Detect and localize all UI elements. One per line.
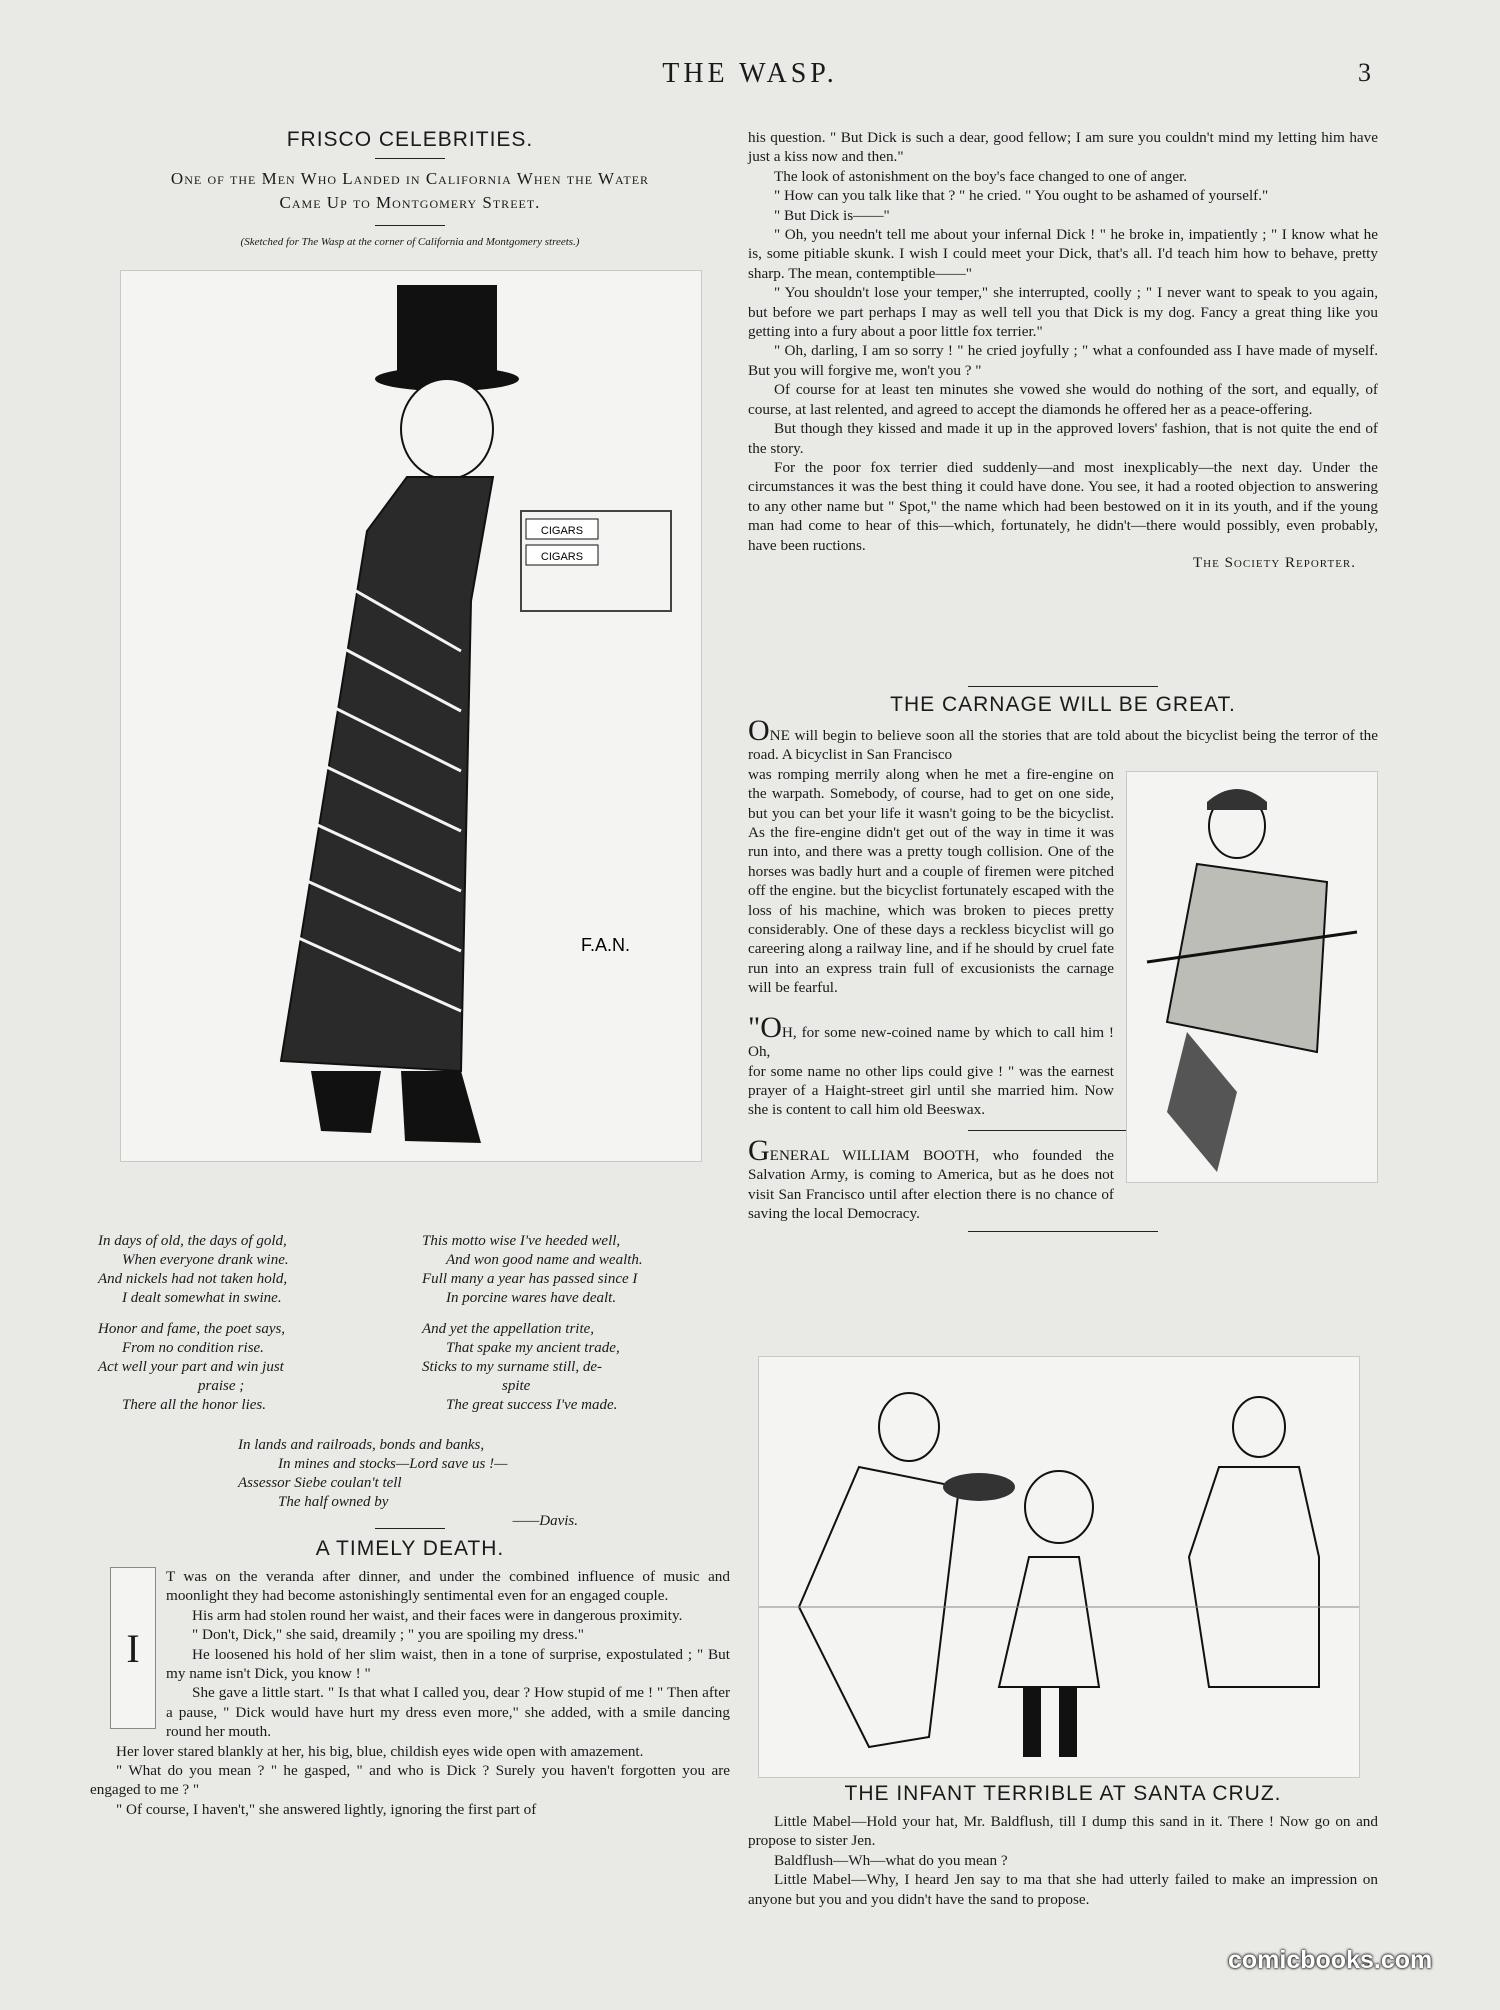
poem-line: That spake my ancient trade, — [446, 1340, 620, 1356]
carnage-title: THE CARNAGE WILL BE GREAT. — [890, 693, 1236, 716]
paragraph: his question. " But Dick is such a dear, good fellow; I am sure you couldn't mind my letting him have just a kiss now and then." — [748, 129, 1378, 166]
timely-death-article — [90, 1528, 730, 1819]
carnage-article — [748, 686, 1378, 1232]
illustration-bicyclist — [1126, 771, 1378, 1183]
infant-title: THE INFANT TERRIBLE AT SANTA CRUZ. — [844, 1782, 1282, 1805]
page-number: 3 — [1358, 58, 1371, 87]
paragraph: " What do you mean ? " he gasped, " and who is Dick ? Surely you haven't forgotten you are engaged to me ? " — [90, 1762, 730, 1799]
paragraph: for some name no other lips could give ! " was the earnest prayer of a Haight-street girl until she married him. Now she is content to call him old Beeswax. — [748, 1062, 1114, 1119]
drop-cap: "O — [748, 1010, 782, 1044]
poem-line: I dealt somewhat in swine. — [122, 1290, 282, 1306]
divider — [375, 1528, 445, 1529]
poem-line: In days of old, the days of gold, — [98, 1233, 287, 1249]
poem-line: From no condition rise. — [122, 1340, 264, 1356]
poem-line: When everyone drank wine. — [122, 1252, 289, 1268]
paragraph: " Oh, darling, I am so sorry ! " he cried joyfully ; " what a confounded ass I have made of myself. But you will forgive me, won't you ? " — [748, 342, 1378, 379]
top-hat-gentleman-sketch — [121, 271, 701, 1161]
paragraph-lead: NE will begin to believe soon all the stories that are told about the bicyclist being the terror of the road. A bicyclist in San Francisco — [748, 727, 1378, 764]
dialogue-line: Baldflush—Wh—what do you mean ? — [774, 1851, 1008, 1869]
poem-line: And won good name and wealth. — [446, 1252, 643, 1268]
paragraph: For the poor fox terrier died suddenly—and most inexplicably—the next day. Under the circumstances it was the best thing it could have done. You see, it had a rooted objection to answering to any other name but " Spot," the name which had been bestowed on it in its youth, and if the young man had come to hear of this—which, fortunately, he didn't—there would possibly, even probably, have been ructions. — [748, 458, 1378, 554]
poem-line: In porcine wares have dealt. — [446, 1290, 617, 1306]
celebrities-header — [90, 128, 730, 248]
sketch-note: (Sketched for The Wasp at the corner of California and Montgomery streets.) — [240, 236, 580, 248]
poem-line: In mines and stocks—Lord save us !— — [278, 1456, 508, 1472]
poem-line: The great success I've made. — [446, 1397, 618, 1413]
poem-line: spite — [502, 1378, 531, 1394]
illustration-gentleman — [120, 270, 702, 1162]
poem-line: And yet the appellation trite, — [422, 1321, 595, 1337]
watermark: comicbooks.com — [1228, 1946, 1433, 1974]
paragraph: was romping merrily along when he met a fire-engine on the warpath. Somebody, of course, had to get on one side, but you can bet your life it wasn't going to be the bicyclist. As the fire-engine didn't get out of the way in time it was run into, and there was a pretty tough collision. One of the horses was badly hurt and a couple of firemen were pitched off the engine. but the bicyclist fortunately escaped with the loss of his machine, which was broken to pieces pretty considerably. One of these days a reckless bicyclist will go careering along a railway line, and if he should by cruel fate run into an express train full of excusionists the carnage will be fearful. — [748, 765, 1114, 997]
poem-left-column — [98, 1232, 398, 1415]
paragraph: " You shouldn't lose your temper," she interrupted, coolly ; " I never want to speak to you again, but before we part perhaps I may as well tell you that Dick is my dog. Fancy a great thing like you getting into a fury about a poor little fox terrier." — [748, 284, 1378, 341]
illustration-infant-terrible — [758, 1356, 1360, 1778]
dialogue-line: Little Mabel—Hold your hat, Mr. Baldflush, till I dump this sand in it. There ! Now go on and propose to sister Jen. — [748, 1813, 1378, 1850]
beach-scene-sketch — [759, 1357, 1359, 1777]
booth-paragraph: ENERAL WILLIAM BOOTH, who founded the Salvation Army, is coming to America, but as he does not visit San Francisco until after election there is no chance of saving the local Democracy. — [748, 1146, 1114, 1222]
paragraph: " But Dick is——" — [774, 206, 890, 224]
paragraph: T was on the veranda after dinner, and under the combined influence of music and moonlight they had become astonishingly sentimental even for an engaged couple. — [166, 1568, 730, 1605]
poem-closing — [238, 1436, 598, 1531]
poem-line: This motto wise I've heeded well, — [422, 1233, 621, 1249]
paragraph-lead: H, for some new-coined name by which to call him ! Oh, — [748, 1023, 1114, 1061]
drop-cap: O — [748, 714, 770, 747]
paragraph: The look of astonishment on the boy's face changed to one of anger. — [774, 167, 1188, 185]
poem-line: praise ; — [198, 1378, 245, 1394]
ornamental-initial: I — [110, 1567, 156, 1729]
paragraph: " Of course, I haven't," she answered lightly, ignoring the first part of — [116, 1800, 537, 1818]
paragraph: " How can you talk like that ? " he cried. " You ought to be ashamed of yourself." — [774, 187, 1269, 205]
celebrities-title: FRISCO CELEBRITIES. — [286, 128, 534, 151]
cigar-sign-1: CIGARS — [540, 525, 584, 537]
celebrities-subtitle-1: One of the Men Who Landed in California When the Water — [170, 169, 650, 188]
artist-signature: F.A.N. — [581, 935, 631, 955]
paragraph: " Oh, you needn't tell me about your infernal Dick ! " he broke in, impatiently ; " I know what he is, some pitiable skunk. I wish I could meet your Dick, that's all. I'd teach him how to behave, pretty sharp. The mean, contemptible——" — [748, 226, 1378, 282]
poem-line: Full many a year has passed since I — [422, 1271, 638, 1287]
paragraph: Of course for at least ten minutes she vowed she would do nothing of the sort, and equally, of course, at last relented, and agreed to accept the diamonds he offered her as a peace-offering. — [748, 381, 1378, 418]
signature: The Society Reporter. — [1193, 554, 1356, 571]
poem-right-column — [422, 1232, 722, 1415]
masthead: THE WASP. — [662, 58, 838, 89]
cigar-sign-2: CIGARS — [540, 551, 584, 563]
dialogue-line: Little Mabel—Why, I heard Jen say to ma that she had utterly failed to make an impression on anyone but you and you didn't have the sand to propose. — [748, 1871, 1378, 1908]
paragraph: " Don't, Dick," she said, dreamily ; " you are spoiling my dress." — [192, 1626, 584, 1644]
poem-line: And nickels had not taken hold, — [98, 1271, 288, 1287]
poem-line: There all the honor lies. — [122, 1397, 267, 1413]
celebrities-subtitle-2: Came Up to Montgomery Street. — [279, 193, 541, 212]
timely-death-title: A TIMELY DEATH. — [315, 1537, 505, 1560]
divider — [968, 686, 1158, 687]
poem-line: Assessor Siebe coulan't tell — [238, 1475, 402, 1491]
poem-line: The half owned by — [278, 1494, 389, 1510]
divider — [968, 1231, 1158, 1232]
divider — [375, 225, 445, 226]
poem-author: ——Davis. — [512, 1513, 578, 1529]
poem-line: Act well your part and win just — [98, 1359, 284, 1375]
bicyclist-sketch — [1127, 772, 1377, 1182]
poem-line: In lands and railroads, bonds and banks, — [238, 1437, 485, 1453]
paragraph: Her lover stared blankly at her, his big, blue, childish eyes wide open with amazement. — [116, 1742, 644, 1760]
paragraph: But though they kissed and made it up in the approved lovers' fashion, that is not quite the end of the story. — [748, 420, 1378, 457]
paragraph: His arm had stolen round her waist, and their faces were in dangerous proximity. — [192, 1606, 683, 1624]
poem-line: Honor and fame, the poet says, — [98, 1321, 286, 1337]
poem-line: Sticks to my surname still, de- — [422, 1359, 602, 1375]
paragraph: She gave a little start. " Is that what I called you, dear ? How stupid of me ! " Then after a pause, " Dick would have hurt my dress even more," she added, with a smile dancing round her mouth. — [166, 1684, 730, 1741]
story-continuation — [748, 128, 1378, 572]
paragraph: He loosened his hold of her slim waist, then in a tone of surprise, expostulated ; " But my name isn't Dick, you know ! " — [166, 1645, 730, 1683]
infant-terrible-caption — [748, 1782, 1378, 1909]
divider — [375, 158, 445, 159]
drop-cap: G — [748, 1133, 770, 1167]
